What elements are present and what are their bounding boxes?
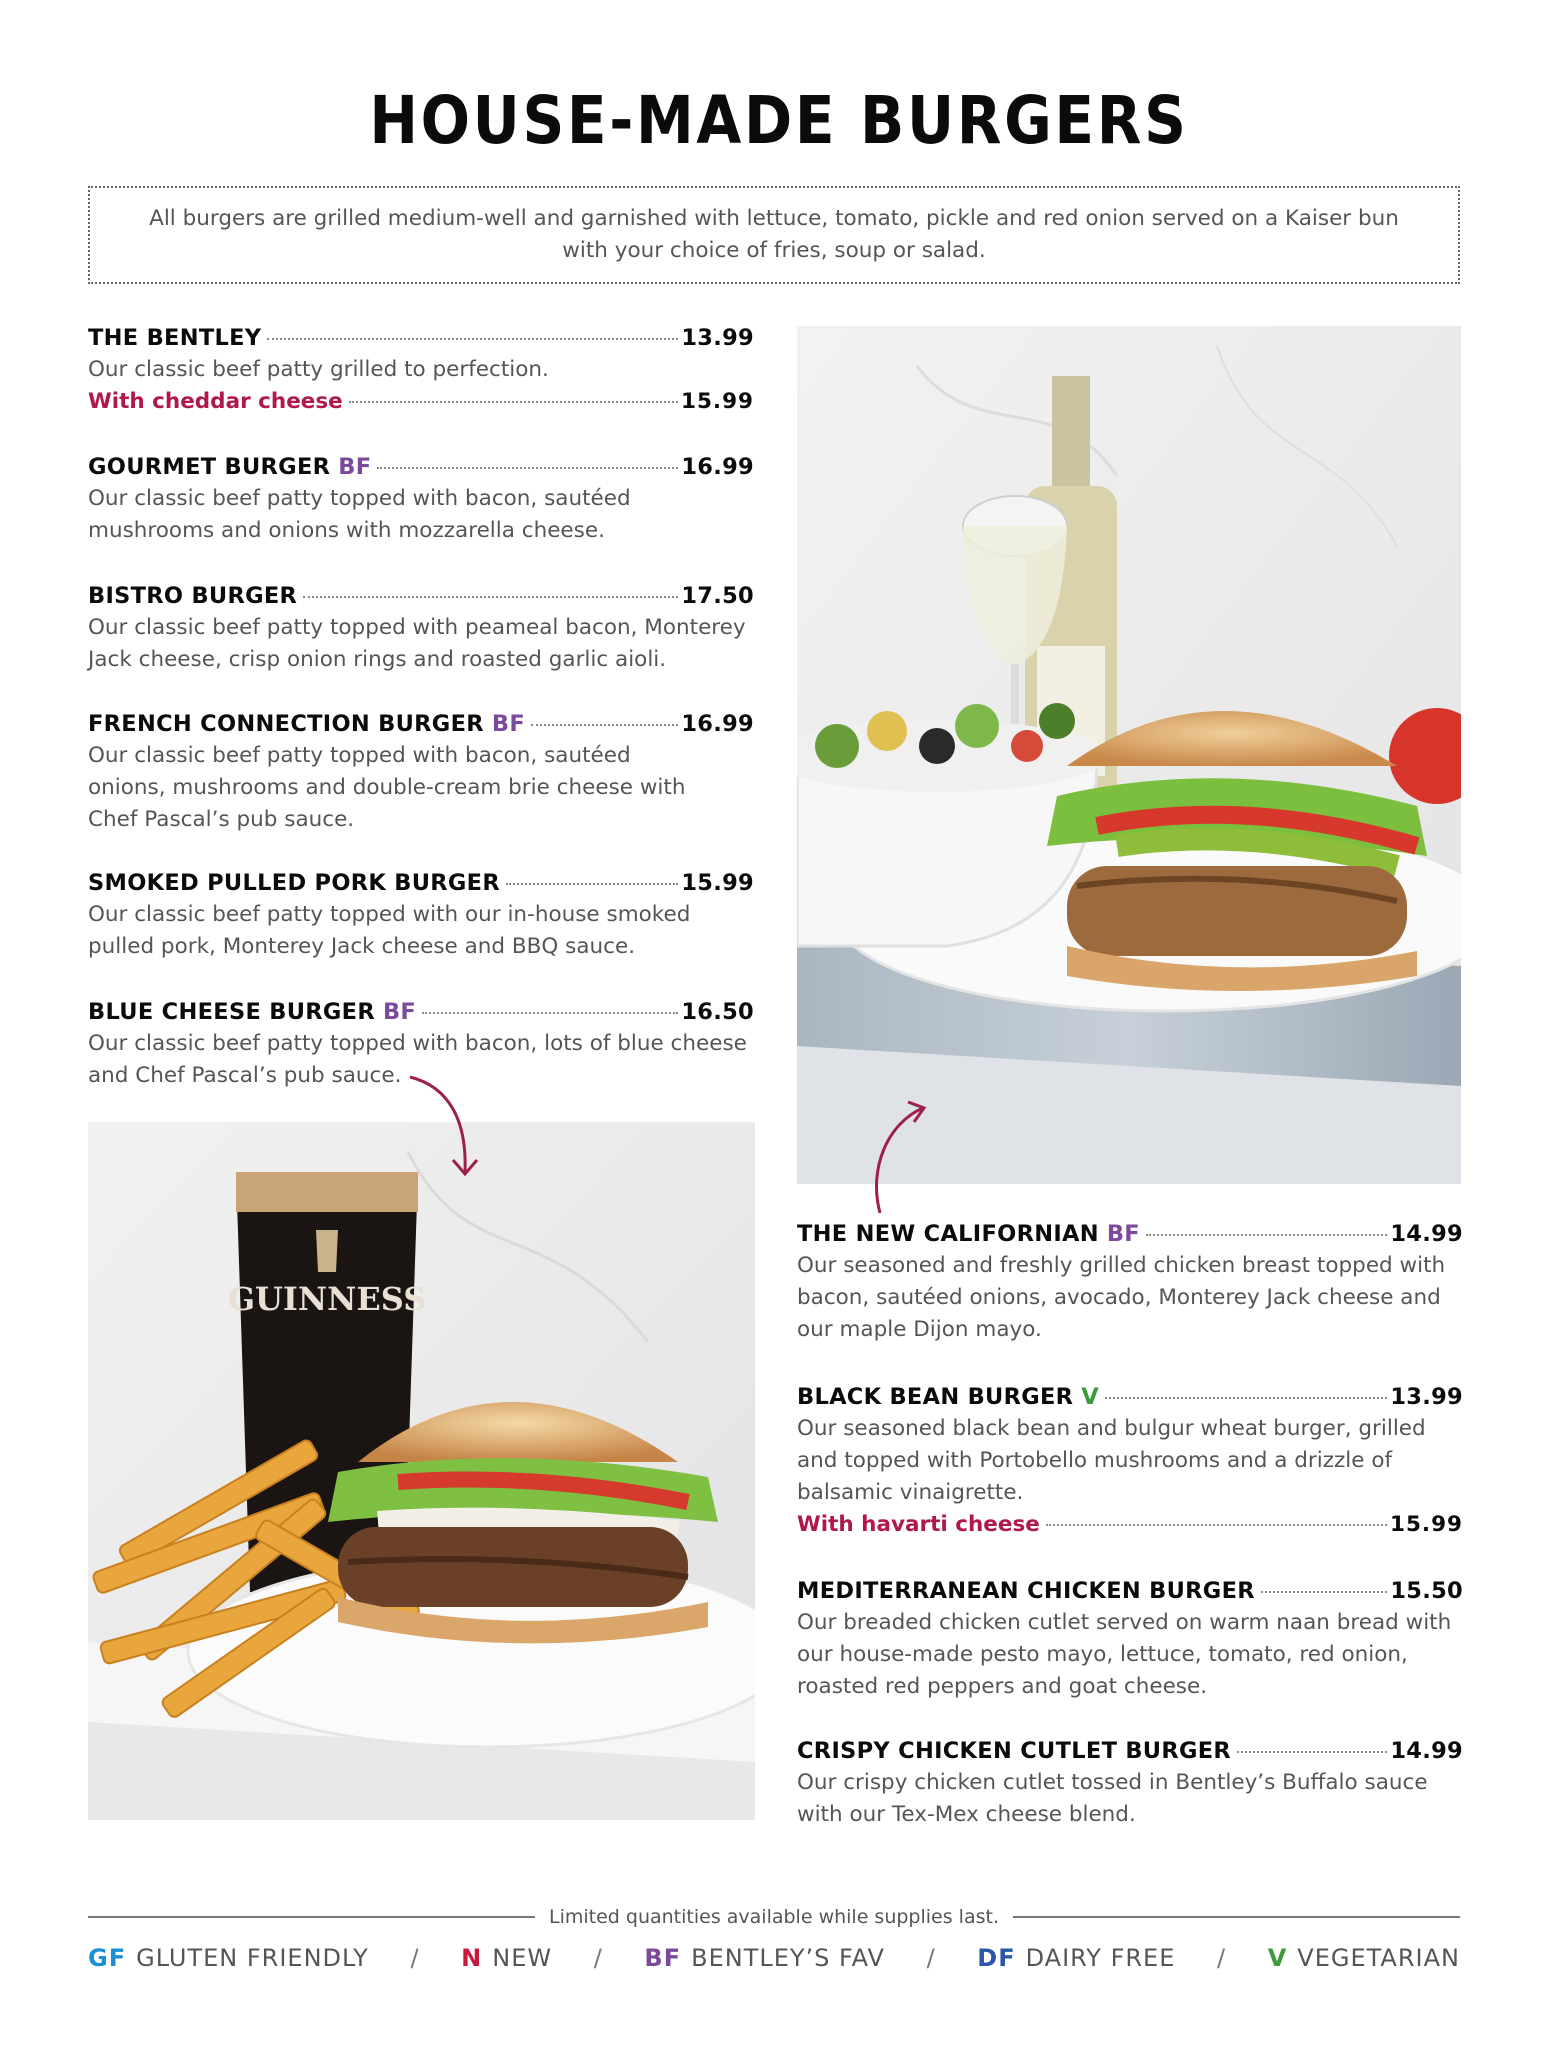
item-description: Our classic beef patty topped with bacon, sautéed onions, mushrooms and double-cream brie cheese with Chef Pascal’s pub sauce. [88, 743, 686, 832]
legend-separator: / [1217, 1944, 1227, 1972]
legend-bentleys-fav: BF BENTLEY’S FAV [644, 1944, 885, 1972]
item-price: 16.99 [681, 711, 754, 737]
legend-dairy-free: DF DAIRY FREE [977, 1944, 1176, 1972]
bentleys-fav-tag: BF [338, 454, 372, 480]
item-name: THE NEW CALIFORNIAN [797, 1221, 1099, 1247]
legend-new: N NEW [461, 1944, 553, 1972]
item-name: BISTRO BURGER [88, 583, 298, 609]
dietary-legend [88, 1938, 1460, 1978]
page-title: HOUSE-MADE BURGERS [369, 82, 1189, 159]
arrow-icon [868, 1098, 938, 1218]
item-name: CRISPY CHICKEN CUTLET BURGER [797, 1738, 1232, 1764]
item-description: Our classic beef patty topped with bacon, lots of blue cheese and Chef Pascal’s pub sauce. [88, 1031, 747, 1088]
addon-label: With havarti cheese [797, 1512, 1040, 1537]
item-description: Our seasoned and freshly grilled chicken breast topped with bacon, sautéed onions, avocado, Monterey Jack cheese and our maple Dijon mayo. [797, 1253, 1446, 1342]
item-description: Our classic beef patty topped with our in-house smoked pulled pork, Monterey Jack cheese and BBQ sauce. [88, 902, 691, 959]
menu-item [88, 867, 754, 963]
californian-burger-photo [797, 326, 1461, 1184]
item-price: 14.99 [1390, 1221, 1463, 1247]
item-price: 13.99 [1390, 1384, 1463, 1410]
menu-item [797, 1575, 1463, 1703]
divider [88, 1916, 535, 1918]
item-description: Our classic beef patty topped with peameal bacon, Monterey Jack cheese, crisp onion rings and roasted garlic aioli. [88, 615, 746, 672]
item-description: Our breaded chicken cutlet served on warm naan bread with our house-made pesto mayo, lettuce, tomato, red onion, roasted red peppers and goat cheese. [797, 1610, 1452, 1699]
addon-price: 15.99 [680, 389, 754, 414]
item-price: 15.50 [1390, 1578, 1463, 1604]
menu-item [797, 1735, 1463, 1831]
item-name: GOURMET BURGER [88, 454, 331, 480]
item-price: 16.99 [681, 454, 754, 480]
item-description: Our crispy chicken cutlet tossed in Bentley’s Buffalo sauce with our Tex-Mex cheese blend. [797, 1770, 1428, 1827]
bentleys-fav-tag: BF [491, 711, 525, 737]
item-description: Our classic beef patty grilled to perfection. [88, 357, 549, 382]
legend-separator: / [410, 1944, 420, 1972]
menu-item [797, 1381, 1463, 1541]
bentleys-fav-tag: BF [1106, 1221, 1140, 1247]
menu-item [88, 708, 754, 836]
vegetarian-tag: V [1081, 1384, 1100, 1410]
item-price: 15.99 [681, 870, 754, 896]
item-name: BLUE CHEESE BURGER [88, 999, 375, 1025]
intro-note: All burgers are grilled medium-well and garnished with lettuce, tomato, pickle and red onion served on a Kaiser bun with your choice of fries, soup or salad. [88, 186, 1460, 284]
item-name: SMOKED PULLED PORK BURGER [88, 870, 500, 896]
item-price: 16.50 [681, 999, 754, 1025]
menu-item [88, 580, 754, 676]
item-name: MEDITERRANEAN CHICKEN BURGER [797, 1578, 1255, 1604]
item-price: 14.99 [1390, 1738, 1463, 1764]
item-price: 17.50 [681, 583, 754, 609]
bentleys-fav-tag: BF [382, 999, 417, 1025]
legend-separator: / [926, 1944, 936, 1972]
arrow-icon [405, 1072, 485, 1187]
item-price: 13.99 [681, 325, 754, 351]
item-name: THE BENTLEY [88, 325, 262, 351]
menu-item [797, 1218, 1463, 1346]
item-name: BLACK BEAN BURGER [797, 1384, 1074, 1410]
menu-item [88, 322, 754, 418]
item-description: Our classic beef patty topped with bacon, sautéed mushrooms and onions with mozzarella cheese. [88, 486, 631, 543]
supply-note: Limited quantities available while supplies last. [549, 1906, 999, 1928]
addon-label: With cheddar cheese [88, 389, 343, 414]
legend-separator: / [593, 1944, 603, 1972]
guinness-logo-text: GUINNESS [227, 1280, 427, 1318]
menu-item [88, 451, 754, 547]
footer-note-row [88, 1906, 1460, 1928]
addon-price: 15.99 [1389, 1512, 1463, 1537]
legend-gluten-friendly: GF GLUTEN FRIENDLY [88, 1944, 369, 1972]
item-name: FRENCH CONNECTION BURGER [88, 711, 484, 737]
legend-vegetarian: V VEGETARIAN [1267, 1944, 1460, 1972]
blue-cheese-burger-photo [88, 1122, 755, 1820]
item-description: Our seasoned black bean and bulgur wheat burger, grilled and topped with Portobello mushrooms and a drizzle of balsamic vinaigrette. [797, 1416, 1426, 1505]
divider [1013, 1916, 1460, 1918]
